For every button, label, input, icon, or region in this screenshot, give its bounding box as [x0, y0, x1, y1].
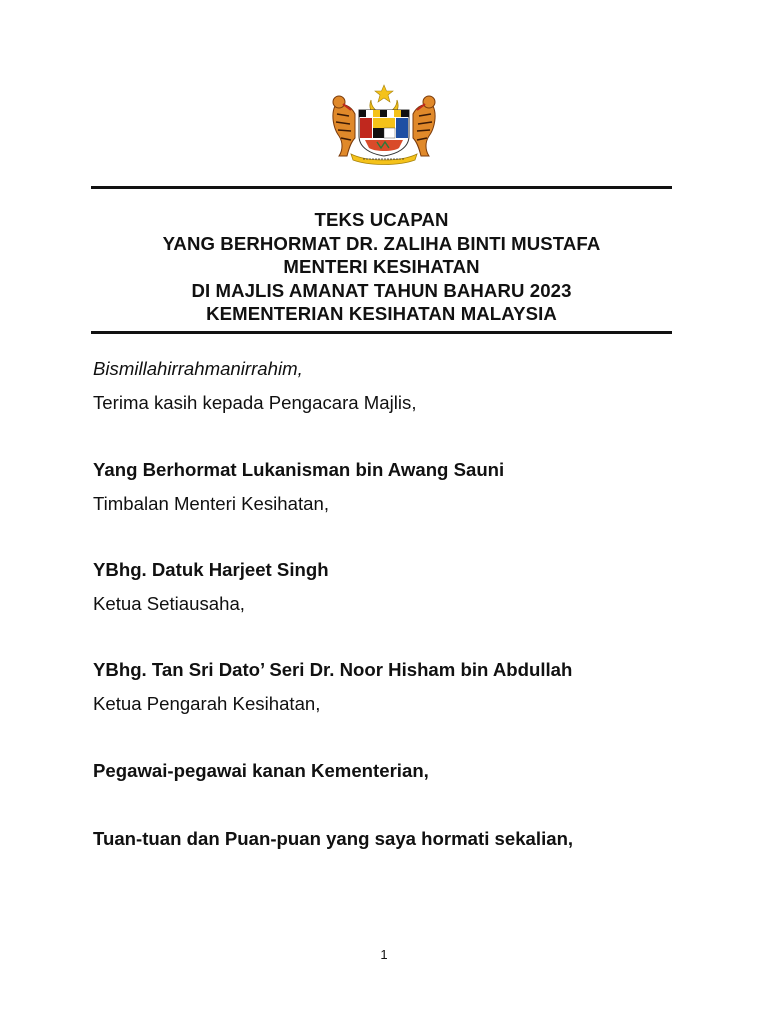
salutation-role: Ketua Pengarah Kesihatan,: [93, 693, 321, 714]
title-line: KEMENTERIAN KESIHATAN MALAYSIA: [206, 303, 557, 324]
left-tiger-icon: [333, 96, 355, 156]
officers-line: Pegawai-pegawai kanan Kementerian,: [93, 760, 429, 781]
malaysia-coat-of-arms-icon: [329, 84, 439, 166]
bottom-divider: [91, 331, 672, 334]
salutation-name: YBhg. Tan Sri Dato’ Seri Dr. Noor Hisham bin Abdullah: [93, 659, 573, 680]
title-line: TEKS UCAPAN: [314, 209, 449, 230]
salutation-name: Yang Berhormat Lukanisman bin Awang Sauni: [93, 459, 505, 480]
title-line: MENTERI KESIHATAN: [283, 256, 480, 277]
audience-line: Tuan-tuan dan Puan-puan yang saya hormati sekalian,: [93, 828, 574, 849]
shield-icon: [359, 110, 409, 156]
title-line: YANG BERHORMAT DR. ZALIHA BINTI MUSTAFA: [162, 232, 601, 254]
title-line: DI MAJLIS AMANAT TAHUN BAHARU 2023: [191, 279, 572, 301]
salutation-role: Timbalan Menteri Kesihatan,: [93, 493, 329, 514]
page-number: 1: [380, 947, 388, 962]
opening-line: Bismillahirrahmanirrahim,: [93, 358, 303, 379]
thanks-line: Terima kasih kepada Pengacara Majlis,: [93, 392, 417, 413]
top-divider: [91, 186, 672, 189]
right-tiger-icon: [413, 96, 435, 156]
salutation-role: Ketua Setiausaha,: [93, 593, 245, 614]
salutation-name: YBhg. Datuk Harjeet Singh: [93, 559, 329, 580]
speech-title: [91, 208, 672, 326]
